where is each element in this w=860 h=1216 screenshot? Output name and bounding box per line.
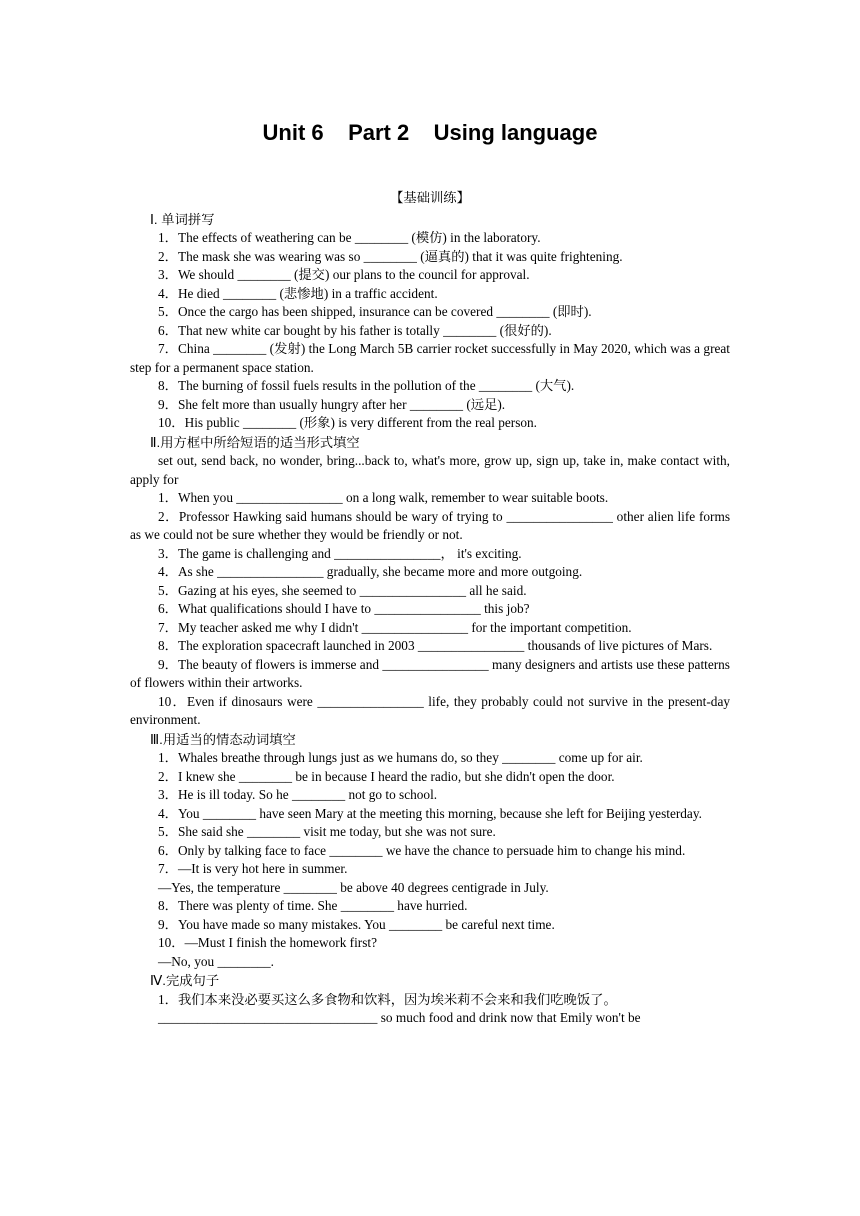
exercise-item: 1．Whales breathe through lungs just as we humans do, so they ________ come up for air. xyxy=(158,750,643,765)
section-heading-2: Ⅱ.用方框中所给短语的适当形式填空 xyxy=(150,434,360,450)
exercise-item: 5．Once the cargo has been shipped, insurance can be covered ________ (即时). xyxy=(158,304,592,319)
exercise-item: 9．You have made so many mistakes. You ________ be careful next time. xyxy=(158,916,555,932)
exercise-item: 10．His public ________ (形象) is very different from the real person. xyxy=(158,415,537,430)
exercise-item: _________________________________ so much food and drink now that Emily won't be xyxy=(158,1010,641,1025)
exercise-item: 2．Professor Hawking said humans should be wary of trying to ________________ other alien life forms as we could not be sure whether they would be friendly or not. xyxy=(130,508,730,542)
exercise-item: 9．She felt more than usually hungry after her ________ (远足). xyxy=(158,396,506,412)
exercise-item: 7．China ________ (发射) the Long March 5B carrier rocket successfully in May 2020, which was a great step for a permanent space station. xyxy=(130,341,730,375)
document-body xyxy=(130,188,730,1028)
section-heading-1: Ⅰ. 单词拼写 xyxy=(150,211,215,227)
exercise-item: 1．我们本来没必要买这么多食物和饮料，因为埃米莉不会来和我们吃晚饭了。 xyxy=(158,991,617,1007)
exercise-item: 4．As she ________________ gradually, she became more and more outgoing. xyxy=(158,564,583,579)
page-title: Unit 6 Part 2 Using language xyxy=(262,120,598,145)
exercise-item: 7．—It is very hot here in summer. xyxy=(158,861,348,876)
exercise-item: —No, you ________. xyxy=(158,953,274,969)
exercise-item: 6．That new white car bought by his father is totally ________ (很好的). xyxy=(158,322,552,338)
exercise-item: 4．He died ________ (悲惨地) in a traffic accident. xyxy=(158,285,438,301)
section-heading-3: Ⅲ.用适当的情态动词填空 xyxy=(150,731,296,747)
exercise-item: 3．He is ill today. So he ________ not go to school. xyxy=(158,787,438,802)
exercise-item: 8．The exploration spacecraft launched in 2003 ________________ thousands of live pictures of Mars. xyxy=(158,638,713,653)
exercise-item: 9．The beauty of flowers is immerse and ________________ many designers and artists use these patterns of flowers within their artworks. xyxy=(130,656,730,690)
exercise-item: 4．You ________ have seen Mary at the meeting this morning, because she left for Beijing yesterday. xyxy=(158,805,702,821)
section-banner: 【基础训练】 xyxy=(390,190,470,205)
exercise-item: 2．The mask she was wearing was so ________ (逼真的) that it was quite frightening. xyxy=(158,248,623,264)
exercise-item: 8．The burning of fossil fuels results in the pollution of the ________ (大气). xyxy=(158,378,575,393)
exercise-item: 7．My teacher asked me why I didn't ________________ for the important competition. xyxy=(158,619,632,635)
exercise-item: 1．When you ________________ on a long walk, remember to wear suitable boots. xyxy=(158,490,609,505)
exercise-item: 3．The game is challenging and ________________， it's exciting. xyxy=(158,545,522,561)
exercise-item: 6．Only by talking face to face ________ we have the chance to persuade him to change his mind. xyxy=(158,842,686,858)
section-heading-4: Ⅳ.完成句子 xyxy=(150,973,220,988)
exercise-item: 1．The effects of weathering can be ________ (模仿) in the laboratory. xyxy=(158,230,541,245)
exercise-item: 10．—Must I finish the homework first? xyxy=(158,935,378,950)
exercise-item: 2．I knew she ________ be in because I heard the radio, but she didn't open the door. xyxy=(158,768,615,784)
exercise-item: 5．She said she ________ visit me today, but she was not sure. xyxy=(158,824,496,839)
exercise-item: 5．Gazing at his eyes, she seemed to ________________ all he said. xyxy=(158,582,527,598)
exercise-item: 10．Even if dinosaurs were ________________ life, they probably could not survive in the present-day environment. xyxy=(130,693,730,727)
phrase-box: set out, send back, no wonder, bring...back to, what's more, grow up, sign up, take in, make contact with, apply for xyxy=(130,453,730,487)
exercise-item: 6．What qualifications should I have to ________________ this job? xyxy=(158,601,530,616)
exercise-item: 3．We should ________ (提交) our plans to the council for approval. xyxy=(158,267,530,282)
exercise-item: 8．There was plenty of time. She ________ have hurried. xyxy=(158,898,468,913)
exercise-item: —Yes, the temperature ________ be above 40 degrees centigrade in July. xyxy=(158,879,549,895)
